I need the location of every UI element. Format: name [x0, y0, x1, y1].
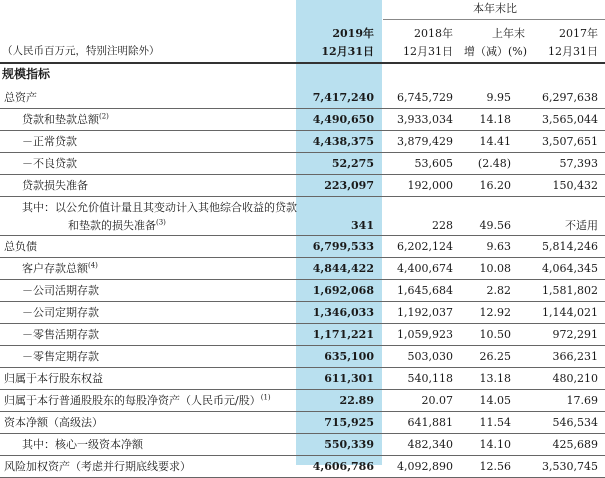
row-label [4, 394, 271, 407]
value-2017: 3,530,745 [542, 460, 598, 473]
value-change: 2.82 [486, 284, 511, 297]
row-label-text: 资本净额（高级法） [4, 416, 103, 429]
header-compare-label: 本年末比 [473, 2, 517, 15]
value-2019: 1,346,033 [312, 306, 374, 319]
value-2019: 635,100 [324, 350, 374, 363]
table-row [0, 390, 605, 411]
value-2018: 1,192,037 [397, 306, 453, 319]
table-row [0, 175, 605, 196]
row-label-text: 贷款损失准备 [22, 179, 88, 192]
row-label [22, 179, 88, 192]
row-label-text: 和垫款的损失准备 [68, 219, 156, 232]
row-label-text: －公司活期存款 [22, 284, 99, 297]
header-2019-year: 2019年 [332, 27, 374, 40]
value-2019: 611,301 [324, 372, 374, 385]
value-2018: 3,879,429 [397, 135, 453, 148]
value-2017: 17.69 [566, 394, 598, 407]
value-change: 12.92 [479, 306, 511, 319]
row-footnote-marker: (4) [88, 261, 98, 270]
value-2017: 1,144,021 [542, 306, 598, 319]
value-2019: 4,438,375 [312, 135, 374, 148]
row-label-text: －不良贷款 [22, 157, 77, 170]
value-2017: 546,534 [552, 416, 598, 429]
row-label-text: 客户存款总额 [22, 262, 88, 275]
value-change: 12.56 [479, 460, 511, 473]
row-footnote-marker: (1) [260, 393, 271, 402]
header-change-label: 增（减）(%) [463, 45, 527, 58]
value-2017: 3,565,044 [542, 113, 598, 126]
row-label-text: 总负债 [4, 240, 37, 253]
row-label-text: －正常贷款 [22, 135, 77, 148]
table-row [0, 302, 605, 323]
row-label [4, 372, 103, 385]
row-label [4, 91, 37, 104]
row-label [22, 135, 77, 148]
value-change: 9.63 [486, 240, 511, 253]
value-2018: 482,340 [407, 438, 453, 451]
table-row [0, 280, 605, 301]
header-2017-date: 12月31日 [548, 45, 598, 58]
header-bottom-rule [0, 62, 605, 64]
header-2018-date: 12月31日 [403, 45, 453, 58]
value-2017: 150,432 [552, 179, 598, 192]
header-2018-year: 2018年 [414, 27, 453, 40]
value-2018: 503,030 [407, 350, 453, 363]
value-2019: 341 [351, 219, 374, 232]
table-row [0, 346, 605, 367]
header-sub-rule [383, 19, 605, 20]
table-row [0, 258, 605, 279]
value-change: 14.05 [479, 394, 511, 407]
value-2019: 1,692,068 [312, 284, 374, 297]
table-row [0, 434, 605, 455]
header-2017-year: 2017年 [559, 27, 598, 40]
row-label-text: 其中：核心一级资本净额 [22, 438, 143, 451]
row-label-text: 归属于本行股东权益 [4, 372, 103, 385]
table-row [0, 153, 605, 174]
value-2019: 7,417,240 [312, 91, 374, 104]
section-title: 规模指标 [2, 67, 51, 81]
value-2017: 57,393 [559, 157, 598, 170]
row-footnote-marker: (2) [99, 112, 109, 121]
value-2018: 6,745,729 [397, 91, 453, 104]
row-label [22, 350, 99, 363]
table-row [0, 368, 605, 389]
value-2019: 715,925 [324, 416, 374, 429]
table-row [0, 109, 605, 130]
value-2018: 53,605 [414, 157, 453, 170]
row-label [4, 460, 191, 473]
table-row [0, 236, 605, 257]
row-label [22, 306, 99, 319]
value-2018: 228 [432, 219, 453, 232]
value-change: 14.41 [479, 135, 511, 148]
value-2018: 3,933,034 [397, 113, 453, 126]
value-2017: 425,689 [552, 438, 598, 451]
value-2018: 4,400,674 [397, 262, 453, 275]
row-label-text: 风险加权资产（考虑并行期底线要求） [4, 460, 191, 473]
value-change: 9.95 [486, 91, 511, 104]
table-row [0, 87, 605, 108]
row-label [4, 240, 37, 253]
value-2017: 6,297,638 [542, 91, 598, 104]
value-2018: 4,092,890 [397, 460, 453, 473]
value-2018: 192,000 [407, 179, 453, 192]
value-change: 26.25 [479, 350, 511, 363]
row-label-line1: 其中：以公允价值计量且其变动计入其他综合收益的贷款 [22, 201, 297, 214]
row-label-text: 贷款和垫款总额 [22, 113, 99, 126]
header-2019-date: 12月31日 [321, 45, 374, 58]
value-2018: 1,059,923 [397, 328, 453, 341]
value-change: 14.18 [479, 113, 511, 126]
header-unit-note: （人民币百万元，特别注明除外） [2, 45, 160, 57]
row-label [22, 262, 98, 275]
row-label-text: －零售定期存款 [22, 350, 99, 363]
row-label [22, 157, 77, 170]
row-label-line2 [68, 219, 166, 232]
value-2017: 4,064,345 [542, 262, 598, 275]
value-2018: 20.07 [421, 394, 453, 407]
row-label-text: －公司定期存款 [22, 306, 99, 319]
value-2019: 4,490,650 [312, 113, 374, 126]
row-label [22, 284, 99, 297]
value-2018: 641,881 [407, 416, 453, 429]
value-2019: 550,339 [324, 438, 374, 451]
row-label-text: 总资产 [4, 91, 37, 104]
value-change: 11.54 [479, 416, 511, 429]
table-row [0, 197, 605, 235]
value-change: 10.08 [479, 262, 511, 275]
value-2018: 6,202,124 [397, 240, 453, 253]
table-row [0, 456, 605, 477]
value-change: 49.56 [479, 219, 511, 232]
value-2017: 366,231 [552, 350, 598, 363]
value-2019: 1,171,221 [312, 328, 374, 341]
row-label-text: 归属于本行普通股股东的每股净资产（人民币元/股） [4, 394, 261, 407]
header-compare-sub: 上年末 [492, 27, 525, 40]
value-2019: 22.89 [339, 394, 374, 407]
value-2017: 不适用 [565, 219, 598, 232]
value-change: 16.20 [479, 179, 511, 192]
value-2018: 540,118 [407, 372, 453, 385]
value-2017: 972,291 [552, 328, 598, 341]
row-label [22, 328, 99, 341]
value-2019: 4,844,422 [312, 262, 374, 275]
row-label [22, 113, 109, 126]
value-2017: 1,581,802 [542, 284, 598, 297]
value-2017: 480,210 [552, 372, 598, 385]
value-change: (2.48) [477, 157, 511, 170]
value-2019: 6,799,533 [312, 240, 374, 253]
row-label [22, 438, 143, 451]
table-row [0, 412, 605, 433]
value-2017: 3,507,651 [542, 135, 598, 148]
value-change: 14.10 [479, 438, 511, 451]
row-label-text: －零售活期存款 [22, 328, 99, 341]
value-2017: 5,814,246 [542, 240, 598, 253]
row-label [4, 416, 103, 429]
value-2019: 52,275 [331, 157, 374, 170]
value-change: 10.50 [479, 328, 511, 341]
value-2018: 1,645,684 [397, 284, 453, 297]
table-row [0, 324, 605, 345]
value-2019: 223,097 [324, 179, 374, 192]
row-footnote-marker: (3) [156, 218, 166, 227]
value-2019: 4,606,786 [312, 460, 374, 473]
table-row [0, 131, 605, 152]
value-change: 13.18 [479, 372, 511, 385]
